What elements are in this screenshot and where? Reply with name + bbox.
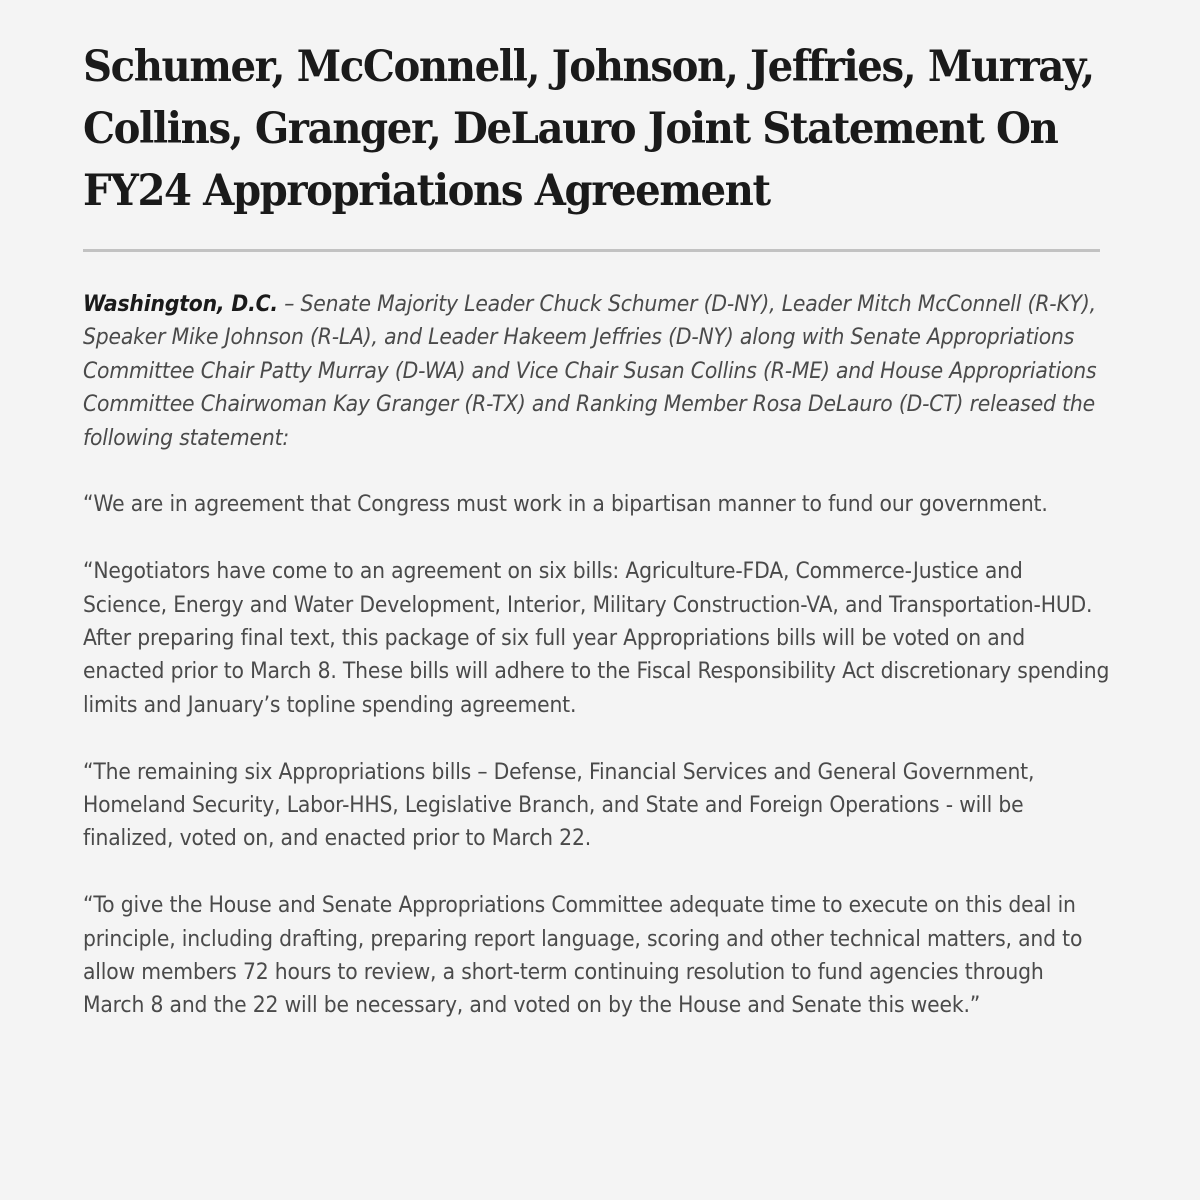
intro-paragraph — [83, 288, 1110, 455]
statement-paragraph: “The remaining six Appropriations bills – Defense, Financial Services and General Government, Homeland Security, Labor-HHS, Legislative Branch, and State and Foreign Operations - will be finalized, voted on, and enacted prior to March 22. — [83, 758, 1035, 852]
statement-paragraph: “To give the House and Senate Appropriations Committee adequate time to execute on this deal in principle, including drafting, preparing report language, scoring and other technical matters, and to allow members 72 hours to review, a short-term continuing resolution to fund agencies through March 8 and the 22 will be necessary, and voted on by the House and Senate this week.” — [83, 892, 1083, 1019]
statement-paragraph: “We are in agreement that Congress must work in a bipartisan manner to fund our government. — [83, 491, 1048, 518]
intro-text: – Senate Majority Leader Chuck Schumer (D-NY), Leader Mitch McConnell (R-KY), Speaker Mike Johnson (R-LA), and Leader Hakeem Jeffries (D-NY) along with Senate Appropriations Committee Chair Patty Murray (D-WA) and Vice Chair Susan Collins (R-ME) and House Appropriations Committee Chairwoman Kay Granger (R-TX) and Ranking Member Rosa DeLauro (D-CT) released the following statement: — [83, 291, 1097, 451]
statement-paragraph: “Negotiators have come to an agreement on six bills: Agriculture-FDA, Commerce-Justice and Science, Energy and Water Development, Interior, Military Construction-VA, and Transportation-HUD. After preparing final text, this package of six full year Appropriations bills will be voted on and enacted prior to March 8. These bills will adhere to the Fiscal Responsibility Act discretionary spending limits and January’s topline spending agreement. — [83, 558, 1110, 718]
dateline: Washington, D.C. — [83, 291, 278, 317]
article-body — [83, 288, 1113, 1056]
press-release — [83, 36, 1113, 1019]
page-title: Schumer, McConnell, Johnson, Jeffries, Murray, Collins, Granger, DeLauro Joint Statement On FY24 Appropriations Agreement — [83, 42, 1094, 216]
title-divider — [83, 249, 1100, 252]
